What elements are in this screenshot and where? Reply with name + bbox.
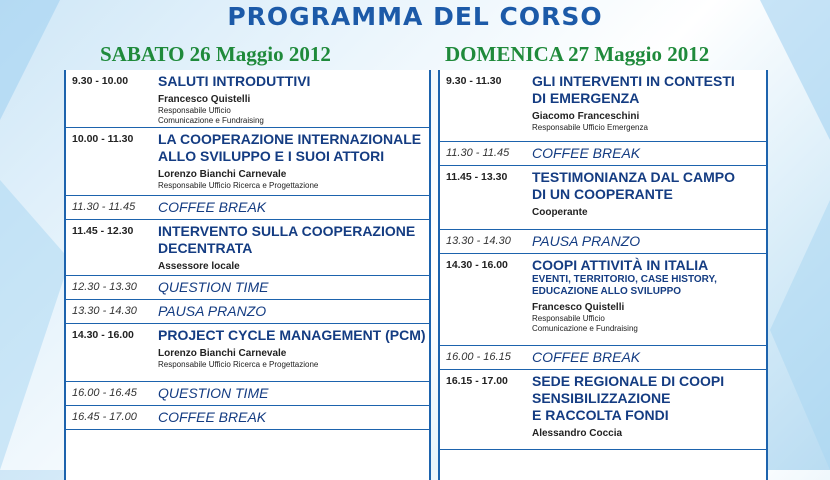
session-title: INTERVENTO SULLA COOPERAZIONE bbox=[158, 223, 416, 239]
session-time: 11.45 - 13.30 bbox=[446, 171, 508, 183]
session-title: PROJECT CYCLE MANAGEMENT (PCM) bbox=[158, 327, 426, 343]
speaker-role: Responsabile Ufficio Ricerca e Progettazione bbox=[158, 181, 319, 190]
session-subtitle: EVENTI, TERRITORIO, CASE HISTORY, bbox=[532, 274, 717, 285]
session-title: TESTIMONIANZA DAL CAMPO bbox=[532, 169, 735, 185]
schedule-row bbox=[66, 128, 429, 196]
speaker-name: Francesco Quistelli bbox=[158, 94, 251, 105]
session-time: 11.45 - 12.30 bbox=[72, 225, 134, 237]
session-details bbox=[532, 370, 766, 449]
session-title: PAUSA PRANZO bbox=[158, 303, 267, 319]
session-time: 9.30 - 11.30 bbox=[446, 75, 502, 87]
session-title: QUESTION TIME bbox=[158, 279, 269, 295]
schedule-row bbox=[66, 276, 429, 300]
speaker-name: Giacomo Franceschini bbox=[532, 111, 640, 122]
left-schedule-column bbox=[64, 70, 431, 480]
schedule-row bbox=[440, 166, 766, 230]
session-time: 16.15 - 17.00 bbox=[446, 375, 508, 387]
session-title: DI EMERGENZA bbox=[532, 90, 640, 106]
session-title: LA COOPERAZIONE INTERNAZIONALE bbox=[158, 131, 422, 147]
session-time: 11.30 - 11.45 bbox=[446, 147, 510, 159]
session-time: 13.30 - 14.30 bbox=[72, 305, 137, 317]
page-title: PROGRAMMA DEL CORSO bbox=[227, 2, 603, 31]
speaker-role: Responsabile Ufficio Emergenza bbox=[532, 123, 648, 132]
session-time: 10.00 - 11.30 bbox=[72, 133, 134, 145]
session-details bbox=[158, 128, 429, 195]
schedule-row bbox=[66, 70, 429, 128]
session-details bbox=[158, 70, 429, 127]
session-title: COFFEE BREAK bbox=[158, 199, 267, 215]
session-title: DECENTRATA bbox=[158, 240, 253, 256]
left-day-heading: SABATO 26 Maggio 2012 bbox=[100, 42, 331, 66]
speaker-role: Responsabile Ufficio bbox=[532, 314, 605, 323]
speaker-role: Responsabile Ufficio bbox=[158, 106, 231, 115]
schedule-row bbox=[66, 220, 429, 276]
session-time: 16.00 - 16.15 bbox=[446, 351, 511, 363]
session-title: COFFEE BREAK bbox=[532, 349, 641, 365]
speaker-role: Comunicazione e Fundraising bbox=[532, 324, 638, 333]
schedule-row bbox=[66, 406, 429, 430]
session-time: 16.00 - 16.45 bbox=[72, 387, 137, 399]
schedule-row bbox=[440, 142, 766, 166]
session-title: SALUTI INTRODUTTIVI bbox=[158, 73, 311, 89]
speaker-name: Cooperante bbox=[532, 207, 588, 218]
schedule-row bbox=[440, 346, 766, 370]
session-time: 9.30 - 10.00 bbox=[72, 75, 129, 87]
speaker-role: Comunicazione e Fundraising bbox=[158, 116, 264, 125]
session-details bbox=[532, 230, 766, 253]
speaker-name: Assessore locale bbox=[158, 261, 240, 272]
session-title: COOPI ATTIVITÀ IN ITALIA bbox=[532, 257, 709, 273]
schedule-row bbox=[66, 324, 429, 382]
session-details bbox=[158, 220, 429, 275]
session-title: QUESTION TIME bbox=[158, 385, 269, 401]
session-time: 14.30 - 16.00 bbox=[446, 259, 508, 271]
session-time: 12.30 - 13.30 bbox=[72, 281, 137, 293]
session-details bbox=[158, 324, 429, 381]
session-details bbox=[532, 346, 766, 369]
schedule-row bbox=[440, 254, 766, 346]
session-time: 13.30 - 14.30 bbox=[446, 235, 511, 247]
session-title: PAUSA PRANZO bbox=[532, 233, 641, 249]
session-time: 14.30 - 16.00 bbox=[72, 329, 134, 341]
schedule-row bbox=[66, 300, 429, 324]
speaker-name: Lorenzo Bianchi Carnevale bbox=[158, 169, 287, 180]
session-details bbox=[532, 70, 766, 141]
session-details bbox=[532, 166, 766, 229]
session-details bbox=[532, 254, 766, 345]
session-details bbox=[158, 382, 429, 405]
session-title: SENSIBILIZZAZIONE bbox=[532, 390, 671, 406]
speaker-name: Lorenzo Bianchi Carnevale bbox=[158, 348, 287, 359]
session-title: COFFEE BREAK bbox=[532, 145, 641, 161]
session-title: DI UN COOPERANTE bbox=[532, 186, 673, 202]
schedule-row bbox=[440, 230, 766, 254]
schedule-row bbox=[440, 70, 766, 142]
session-details bbox=[158, 196, 429, 219]
session-title: ALLO SVILUPPO E I SUOI ATTORI bbox=[158, 148, 385, 164]
session-subtitle: EDUCAZIONE ALLO SVILUPPO bbox=[532, 286, 682, 297]
session-time: 11.30 - 11.45 bbox=[72, 201, 136, 213]
schedule-row bbox=[66, 382, 429, 406]
session-details bbox=[158, 406, 429, 429]
session-title: COFFEE BREAK bbox=[158, 409, 267, 425]
session-details bbox=[158, 276, 429, 299]
left-schedule-list bbox=[66, 70, 429, 430]
speaker-name: Francesco Quistelli bbox=[532, 302, 625, 313]
speaker-role: Responsabile Ufficio Ricerca e Progettazione bbox=[158, 360, 319, 369]
session-details bbox=[158, 300, 429, 323]
session-title: GLI INTERVENTI IN CONTESTI bbox=[532, 73, 735, 89]
right-day-heading: DOMENICA 27 Maggio 2012 bbox=[445, 42, 710, 66]
right-schedule-list bbox=[440, 70, 766, 450]
session-time: 16.45 - 17.00 bbox=[72, 411, 137, 423]
session-title: E RACCOLTA FONDI bbox=[532, 407, 669, 423]
session-title: SEDE REGIONALE DI COOPI bbox=[532, 373, 725, 389]
schedule-row bbox=[440, 370, 766, 450]
right-schedule-column bbox=[438, 70, 768, 480]
schedule-row bbox=[66, 196, 429, 220]
speaker-name: Alessandro Coccia bbox=[532, 428, 623, 439]
session-details bbox=[532, 142, 766, 165]
